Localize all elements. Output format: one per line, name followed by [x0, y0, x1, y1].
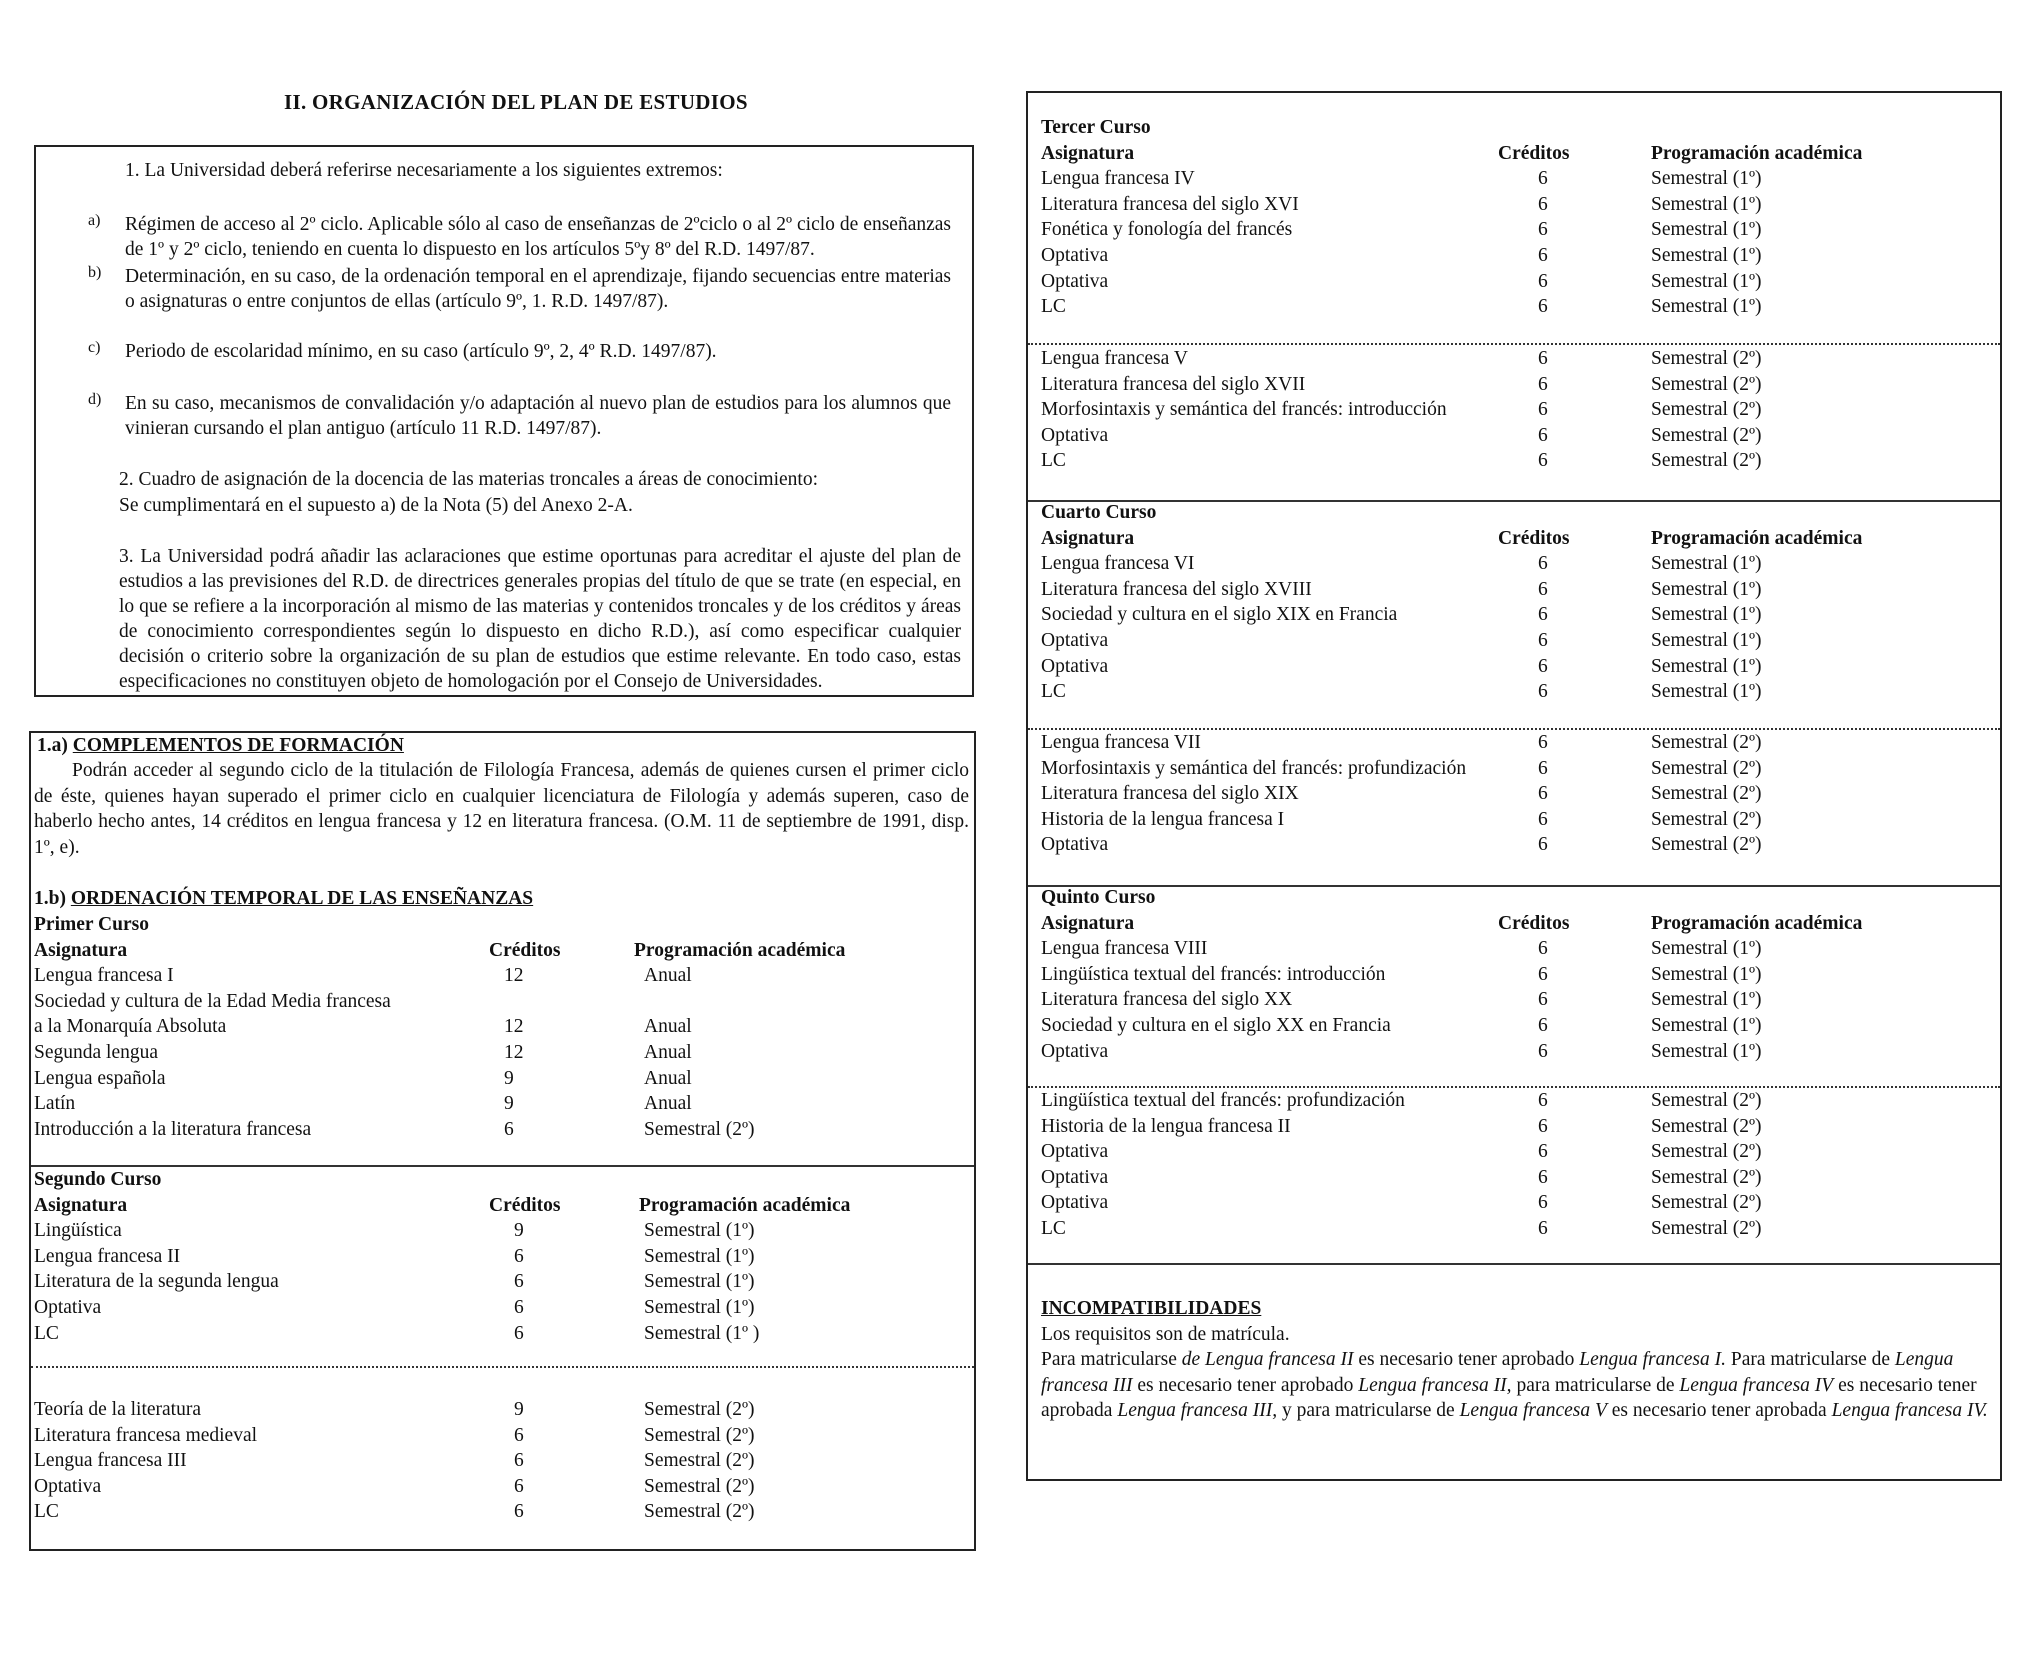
table-row	[1041, 423, 1991, 449]
cell-credits: 6	[1538, 681, 1548, 703]
cell-program: Semestral (2º)	[1651, 1141, 1762, 1163]
cell-credits: 6	[1538, 1217, 1548, 1239]
col-subject: Asignatura	[1041, 527, 1135, 549]
cell-credits: 6	[1538, 1141, 1548, 1163]
cuarto-curso-table-2	[1041, 730, 1991, 858]
cell-subject: Latín	[34, 1093, 76, 1115]
dotted-divider	[1028, 343, 2000, 345]
cell-credits: 6	[1538, 629, 1548, 651]
ordenacion-title: ORDENACIÓN TEMPORAL DE LAS ENSEÑANZAS	[70, 888, 534, 909]
cell-credits: 6	[1538, 244, 1548, 266]
table-row	[1041, 243, 1991, 269]
cell-program: Semestral (2º)	[644, 1424, 755, 1446]
col-subject: Asignatura	[1041, 912, 1135, 934]
cell-credits: 9	[504, 1067, 514, 1089]
text-run: para matricularse de	[1511, 1374, 1680, 1396]
cell-program: Semestral (2º)	[1651, 732, 1762, 753]
list-key: c)	[88, 339, 101, 356]
table-row	[34, 1423, 974, 1449]
incompatibilidades-line1: Los requisitos son de matrícula.	[1041, 1323, 1290, 1345]
course-title-row	[1041, 115, 1991, 141]
cell-subject: Literatura francesa del siglo XVIII	[1041, 578, 1312, 600]
col-credits: Créditos	[489, 1194, 561, 1216]
text-run: es necesario tener aprobada	[1041, 1374, 1977, 1422]
col-subject: Asignatura	[1041, 142, 1135, 164]
table-row	[34, 1014, 974, 1040]
cell-credits: 6	[1538, 219, 1548, 241]
cell-credits: 6	[1538, 938, 1548, 960]
cell-credits: 6	[514, 1475, 524, 1497]
cell-subject: Literatura francesa del siglo XVI	[1041, 193, 1299, 215]
cell-credits: 6	[1538, 270, 1548, 292]
cell-program: Semestral (1º)	[1651, 168, 1762, 190]
table-row	[1041, 1114, 1991, 1140]
tercer-curso-table-2	[1041, 346, 1991, 474]
cell-program: Anual	[644, 1016, 692, 1038]
course-ref: Lengua francesa V	[1459, 1400, 1607, 1422]
col-subject: Asignatura	[34, 1194, 128, 1216]
cell-credits: 6	[1538, 604, 1548, 626]
cell-program: Semestral (1º)	[1651, 938, 1762, 960]
cell-credits: 6	[514, 1424, 524, 1446]
cell-credits: 6	[1538, 1040, 1548, 1062]
cell-credits: 6	[1538, 399, 1548, 421]
col-program: Programación académica	[1651, 912, 1863, 934]
cell-credits: 12	[504, 965, 524, 987]
complementos-title: COMPLEMENTOS DE FORMACIÓN	[72, 735, 404, 756]
table-row	[1041, 577, 1991, 603]
cell-program: Semestral (1º)	[1651, 963, 1762, 985]
cell-credits: 6	[514, 1296, 524, 1318]
cell-subject: a la Monarquía Absoluta	[34, 1016, 227, 1038]
course-title: Segundo Curso	[34, 1169, 162, 1190]
cell-program: Semestral (1º )	[644, 1322, 760, 1344]
table-row	[1041, 936, 1991, 962]
quinto-curso-table	[1041, 885, 1991, 1064]
list-item	[88, 264, 951, 314]
cell-program: Semestral (1º)	[644, 1296, 755, 1318]
table-header	[1041, 141, 1991, 167]
cell-credits: 6	[1538, 1014, 1548, 1036]
cell-subject: LC	[1041, 450, 1066, 472]
cell-credits: 9	[504, 1093, 514, 1115]
cell-credits: 6	[1538, 963, 1548, 985]
table-row	[34, 1269, 974, 1295]
cell-subject: Optativa	[34, 1296, 102, 1318]
list-key: a)	[88, 212, 101, 229]
course-title-row	[1041, 885, 1991, 911]
table-row	[34, 1295, 974, 1321]
cell-credits: 9	[514, 1220, 524, 1242]
cell-subject: Morfosintaxis y semántica del francés: profundización	[1041, 757, 1467, 779]
cell-program: Semestral (2º)	[1651, 348, 1762, 369]
course-ref: Lengua francesa II,	[1358, 1374, 1512, 1396]
course-ref: Lengua francesa III,	[1117, 1400, 1278, 1422]
complementos-heading	[37, 733, 404, 759]
col-program: Programación académica	[634, 939, 846, 961]
table-row	[1041, 1216, 1991, 1242]
cell-credits: 6	[514, 1501, 524, 1523]
cell-subject: LC	[34, 1322, 59, 1344]
table-row	[34, 1066, 974, 1092]
cell-credits: 6	[1538, 989, 1548, 1011]
table-row	[34, 989, 974, 1015]
cell-program: Anual	[644, 965, 692, 987]
cell-subject: Sociedad y cultura en el siglo XX en Francia	[1041, 1014, 1391, 1036]
cell-subject: Optativa	[1041, 1166, 1109, 1188]
cell-subject: Optativa	[34, 1475, 102, 1497]
list-item	[88, 391, 951, 441]
list-item	[88, 212, 951, 262]
cell-subject: Teoría de la literatura	[34, 1399, 201, 1420]
cell-credits: 6	[1538, 757, 1548, 779]
table-row	[1041, 654, 1991, 680]
table-row	[1041, 730, 1991, 756]
cell-subject: Lengua francesa I	[34, 965, 174, 987]
table-header	[1041, 911, 1991, 937]
cuarto-curso-table	[1041, 500, 1991, 705]
list-item	[88, 339, 951, 364]
cell-program: Semestral (1º)	[1651, 296, 1762, 318]
table-header	[34, 938, 974, 964]
table-header	[34, 1193, 974, 1219]
cell-subject: LC	[1041, 1217, 1066, 1239]
cell-subject: LC	[34, 1501, 59, 1523]
cell-subject: LC	[1041, 296, 1066, 318]
cell-subject: Literatura de la segunda lengua	[34, 1271, 279, 1293]
cell-credits: 6	[1538, 655, 1548, 677]
list-text: Determinación, en su caso, de la ordenación temporal en el aprendizaje, fijando secuencias entre materias o asignaturas o entre conjuntos de ellas (artículo 9º, 1. R.D. 1497/87).	[125, 266, 951, 312]
table-row	[1041, 1039, 1991, 1065]
cell-program: Semestral (1º)	[1651, 655, 1762, 677]
cell-program: Semestral (1º)	[644, 1245, 755, 1267]
list-text: Periodo de escolaridad mínimo, en su caso (artículo 9º, 2, 4º R.D. 1497/87).	[125, 341, 717, 362]
table-row	[34, 963, 974, 989]
text-run: Para matricularse de	[1726, 1349, 1895, 1371]
cell-subject: Sociedad y cultura en el siglo XIX en Francia	[1041, 604, 1398, 626]
list-key: b)	[88, 264, 102, 281]
complementos-num: 1.a)	[37, 735, 68, 756]
table-row	[1041, 832, 1991, 858]
cell-subject: Lengua española	[34, 1067, 166, 1089]
table-row	[1041, 602, 1991, 628]
cell-subject: Optativa	[1041, 834, 1109, 856]
table-row	[1041, 346, 1991, 372]
cell-subject: Optativa	[1041, 629, 1109, 651]
course-title-row	[34, 1167, 974, 1193]
cell-program: Semestral (2º)	[1651, 1217, 1762, 1239]
cell-subject: Sociedad y cultura de la Edad Media francesa	[34, 990, 391, 1012]
cell-program: Semestral (2º)	[1651, 834, 1762, 856]
cell-program: Semestral (1º)	[1651, 219, 1762, 241]
primer-curso-table	[34, 912, 974, 1142]
left-plan-box	[29, 731, 976, 1551]
course-title-row	[34, 912, 974, 938]
cell-credits: 6	[1538, 1166, 1548, 1188]
cell-subject: Literatura francesa medieval	[34, 1424, 258, 1446]
cell-program: Semestral (1º)	[1651, 989, 1762, 1011]
cell-subject: Lengua francesa II	[34, 1245, 181, 1267]
cell-subject: Literatura francesa del siglo XX	[1041, 989, 1293, 1011]
course-title: Quinto Curso	[1041, 887, 1156, 908]
table-header	[1041, 526, 1991, 552]
col-program: Programación académica	[1651, 142, 1863, 164]
cell-program: Semestral (2º)	[644, 1118, 755, 1140]
table-row	[1041, 1190, 1991, 1216]
course-ref: Lengua francesa III	[1041, 1349, 1954, 1396]
col-credits: Créditos	[489, 939, 561, 961]
cell-credits: 6	[1538, 373, 1548, 395]
cell-credits: 6	[514, 1322, 524, 1344]
cell-program: Semestral (2º)	[644, 1399, 755, 1420]
cell-subject: Lengua francesa VI	[1041, 553, 1195, 575]
table-row	[1041, 962, 1991, 988]
cell-subject: Optativa	[1041, 1192, 1109, 1214]
table-row	[34, 1218, 974, 1244]
cell-credits: 6	[1538, 348, 1548, 369]
table-row	[1041, 987, 1991, 1013]
cell-credits: 6	[1538, 578, 1548, 600]
cell-program: Semestral (2º)	[1651, 1090, 1762, 1111]
col-subject: Asignatura	[34, 939, 128, 961]
course-ref: de Lengua francesa II	[1181, 1349, 1354, 1371]
cell-credits: 6	[1538, 732, 1548, 753]
cell-subject: Lengua francesa VIII	[1041, 938, 1208, 960]
table-row	[1041, 1088, 1991, 1114]
course-ref: Lengua francesa IV	[1679, 1374, 1834, 1396]
cell-credits: 6	[1538, 450, 1548, 472]
cell-credits: 6	[1538, 783, 1548, 805]
cell-subject: Introducción a la literatura francesa	[34, 1118, 312, 1140]
page-title: II. ORGANIZACIÓN DEL PLAN DE ESTUDIOS	[284, 90, 748, 114]
cell-program: Semestral (2º)	[1651, 424, 1762, 446]
cell-subject: Literatura francesa del siglo XVII	[1041, 373, 1306, 395]
table-row	[34, 1474, 974, 1500]
table-row	[1041, 1013, 1991, 1039]
cell-credits: 6	[1538, 168, 1548, 190]
table-row	[1041, 448, 1991, 474]
text-run: es necesario tener aprobado	[1353, 1349, 1580, 1371]
cell-subject: Lingüística	[34, 1220, 122, 1242]
cell-subject: Optativa	[1041, 244, 1109, 266]
cell-subject: LC	[1041, 681, 1066, 703]
table-row	[1041, 628, 1991, 654]
cell-program: Anual	[644, 1067, 692, 1089]
cell-program: Semestral (1º)	[1651, 578, 1762, 600]
cell-program: Semestral (1º)	[644, 1220, 755, 1242]
dotted-divider	[31, 1366, 974, 1368]
col-program: Programación académica	[1651, 527, 1863, 549]
right-plan-box	[1026, 91, 2002, 1481]
course-ref: Lengua francesa IV.	[1831, 1400, 1988, 1422]
cell-subject: Morfosintaxis y semántica del francés: introducción	[1041, 399, 1447, 421]
cell-subject: Optativa	[1041, 1040, 1109, 1062]
cell-credits: 6	[514, 1245, 524, 1267]
cell-credits: 6	[504, 1118, 514, 1140]
cell-program: Semestral (2º)	[644, 1450, 755, 1472]
text-run: Para matricularse	[1041, 1349, 1182, 1371]
segundo-curso-table	[34, 1167, 974, 1346]
incompatibilidades-title: INCOMPATIBILIDADES	[1041, 1298, 1262, 1319]
cell-credits: 6	[1538, 1192, 1548, 1214]
instructions-box	[34, 145, 974, 697]
cell-program: Semestral (2º)	[1651, 1166, 1762, 1188]
cell-credits: 6	[1538, 424, 1548, 446]
table-row	[1041, 679, 1991, 705]
cell-subject: Optativa	[1041, 655, 1109, 677]
cell-program: Semestral (1º)	[1651, 270, 1762, 292]
table-row	[34, 1321, 974, 1347]
table-row	[34, 1040, 974, 1066]
cell-program: Semestral (1º)	[1651, 1014, 1762, 1036]
cell-credits: 12	[504, 1016, 524, 1038]
cell-subject: Lengua francesa IV	[1041, 168, 1195, 190]
instruction-2b: Se cumplimentará en el supuesto a) de la Nota (5) del Anexo 2-A.	[119, 495, 633, 516]
table-row	[1041, 192, 1991, 218]
cell-program: Semestral (2º)	[1651, 373, 1762, 395]
col-credits: Créditos	[1498, 142, 1570, 164]
table-row	[34, 1117, 974, 1143]
complementos-text: Podrán acceder al segundo ciclo de la titulación de Filología Francesa, además de quienes cursen el primer ciclo de éste, quienes hayan superado el primer ciclo en cualquier licenciatura de Filología y además superen, caso de haberlo hecho antes, 14 créditos en lengua francesa y 12 en literatura francesa. (O.M. 11 de septiembre de 1991, disp. 1º, e).	[34, 760, 969, 858]
table-row	[1041, 1139, 1991, 1165]
ordenacion-num: 1.b)	[34, 888, 66, 909]
incompatibilidades-section	[1041, 1296, 1991, 1424]
table-row	[1041, 294, 1991, 320]
cell-credits: 12	[504, 1041, 524, 1063]
tercer-curso-table	[1041, 115, 1991, 320]
cell-subject: Lengua francesa VII	[1041, 732, 1201, 753]
course-ref: Lengua francesa I.	[1579, 1349, 1726, 1371]
cell-subject: Lingüística textual del francés: profundización	[1041, 1090, 1405, 1111]
course-title: Cuarto Curso	[1041, 502, 1157, 523]
text-run: es necesario tener aprobado	[1132, 1374, 1359, 1396]
instruction-2a: 2. Cuadro de asignación de la docencia de las materias troncales a áreas de conocimiento:	[119, 469, 819, 490]
cell-program: Semestral (1º)	[1651, 244, 1762, 266]
cell-credits: 6	[1538, 193, 1548, 215]
cell-program: Semestral (1º)	[1651, 629, 1762, 651]
cell-program: Semestral (2º)	[1651, 757, 1762, 779]
segundo-curso-table-2	[34, 1397, 974, 1525]
course-title: Tercer Curso	[1041, 117, 1151, 138]
cell-program: Semestral (1º)	[644, 1271, 755, 1293]
ordenacion-heading	[34, 886, 533, 912]
col-credits: Créditos	[1498, 912, 1570, 934]
list-text: Régimen de acceso al 2º ciclo. Aplicable sólo al caso de enseñanzas de 2ºciclo o al 2º ciclo de enseñanzas de 1º y 2º ciclo, teniendo en cuenta lo dispuesto en los artículos 5ºy 8º del R.D. 1497/87.	[125, 214, 951, 260]
instruction-3: 3. La Universidad podrá añadir las aclaraciones que estime oportunas para acreditar el ajuste del plan de estudios a las previsiones del R.D. de directrices generales propias del título de que se trate (en especial, en lo que se refiere a la incorporación al mismo de las materias y contenidos troncales y de los créditos y áreas de conocimiento correspondientes según lo dispuesto en dicho R.D.), así como especificar cualquier decisión o criterio sobre la organización de su plan de estudios que estime relevante. En todo caso, estas especificaciones no constituyen objeto de homologación por el Consejo de Universidades.	[119, 546, 961, 692]
quinto-curso-table-2	[1041, 1088, 1991, 1242]
cell-credits: 6	[514, 1450, 524, 1472]
cell-program: Semestral (1º)	[1651, 681, 1762, 703]
table-row	[1041, 217, 1991, 243]
cell-credits: 6	[1538, 1090, 1548, 1111]
cell-program: Semestral (1º)	[1651, 193, 1762, 215]
cell-program: Semestral (2º)	[1651, 399, 1762, 421]
table-row	[1041, 807, 1991, 833]
cell-program: Anual	[644, 1093, 692, 1115]
cell-program: Semestral (1º)	[1651, 604, 1762, 626]
cell-program: Semestral (2º)	[1651, 450, 1762, 472]
table-row	[34, 1397, 974, 1423]
incompatibilidades-text	[1041, 1347, 1991, 1424]
cell-program: Semestral (2º)	[644, 1475, 755, 1497]
cell-program: Semestral (2º)	[1651, 783, 1762, 805]
cell-subject: Historia de la lengua francesa II	[1041, 1115, 1291, 1137]
cell-program: Semestral (1º)	[1651, 1040, 1762, 1062]
table-row	[34, 1499, 974, 1525]
cell-subject: Optativa	[1041, 424, 1109, 446]
cell-subject: Optativa	[1041, 270, 1109, 292]
col-program: Programación académica	[639, 1194, 851, 1216]
cell-program: Semestral (2º)	[644, 1501, 755, 1523]
cell-subject: Literatura francesa del siglo XIX	[1041, 783, 1299, 805]
cell-credits: 6	[1538, 834, 1548, 856]
cell-credits: 6	[1538, 1115, 1548, 1137]
cell-credits: 6	[1538, 553, 1548, 575]
col-credits: Créditos	[1498, 527, 1570, 549]
cell-program: Semestral (2º)	[1651, 808, 1762, 830]
cell-credits: 6	[1538, 296, 1548, 318]
table-row	[34, 1091, 974, 1117]
table-row	[1041, 372, 1991, 398]
cell-subject: Lingüística textual del francés: introducción	[1041, 963, 1386, 985]
cell-subject: Optativa	[1041, 1141, 1109, 1163]
cell-subject: Historia de la lengua francesa I	[1041, 808, 1285, 830]
cell-program: Semestral (2º)	[1651, 1192, 1762, 1214]
table-row	[34, 1448, 974, 1474]
text-run: es necesario tener aprobada	[1606, 1400, 1832, 1422]
table-row	[1041, 781, 1991, 807]
table-row	[1041, 756, 1991, 782]
instruction-1: 1. La Universidad deberá referirse necesariamente a los siguientes extremos:	[125, 160, 723, 181]
cell-subject: Lengua francesa V	[1041, 348, 1188, 369]
cell-credits: 6	[1538, 808, 1548, 830]
cell-program: Anual	[644, 1041, 692, 1063]
course-title: Primer Curso	[34, 914, 149, 935]
cell-subject: Segunda lengua	[34, 1041, 159, 1063]
table-row	[1041, 551, 1991, 577]
table-row	[1041, 1165, 1991, 1191]
cell-subject: Fonética y fonología del francés	[1041, 219, 1293, 241]
list-text: En su caso, mecanismos de convalidación y/o adaptación al nuevo plan de estudios para los alumnos que vinieran cursando el plan antiguo (artículo 11 R.D. 1497/87).	[125, 393, 951, 439]
list-key: d)	[88, 391, 102, 408]
text-run: y para matricularse de	[1277, 1400, 1460, 1422]
table-row	[34, 1244, 974, 1270]
table-row	[1041, 166, 1991, 192]
cell-credits: 9	[514, 1399, 524, 1420]
cell-subject: Lengua francesa III	[34, 1450, 187, 1472]
table-row	[1041, 269, 1991, 295]
divider	[1028, 1263, 2000, 1265]
table-row	[1041, 397, 1991, 423]
cell-program: Semestral (2º)	[1651, 1115, 1762, 1137]
cell-credits: 6	[514, 1271, 524, 1293]
course-title-row	[1041, 500, 1991, 526]
cell-program: Semestral (1º)	[1651, 553, 1762, 575]
